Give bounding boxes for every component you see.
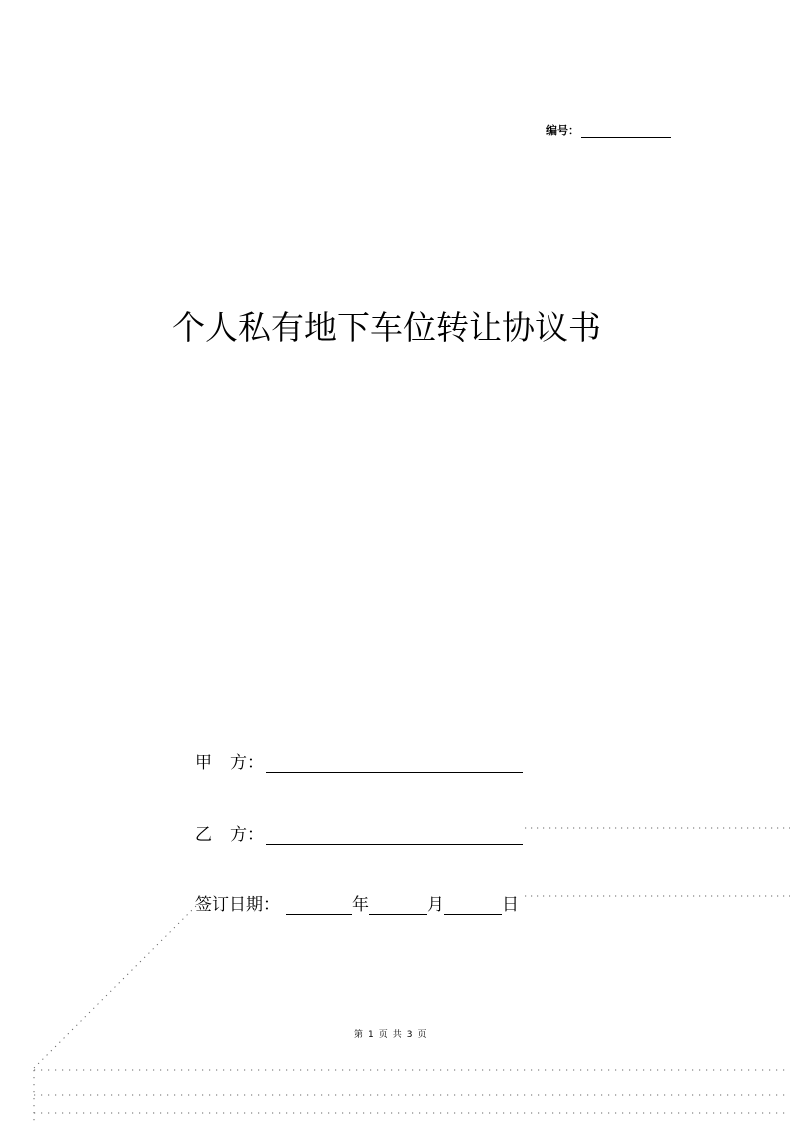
party-b-label-char2: 方：: [230, 825, 264, 845]
month-label: 月: [427, 895, 444, 915]
party-a-blank[interactable]: [266, 754, 523, 773]
document-title: 个人私有地下车位转让协议书: [172, 308, 601, 347]
serial-number-field: [546, 122, 671, 138]
party-b-blank[interactable]: [266, 826, 523, 845]
page-footer: [352, 1027, 430, 1040]
footer-page-prefix: 第: [354, 1030, 365, 1040]
party-a-field: [195, 748, 523, 773]
year-label: 年: [352, 895, 369, 915]
serial-number-blank[interactable]: [581, 126, 671, 138]
serial-number-label: 编号：: [546, 124, 579, 137]
month-blank[interactable]: [369, 896, 427, 915]
day-blank[interactable]: [444, 896, 502, 915]
footer-page-total: 3: [406, 1030, 414, 1040]
party-a-label: [195, 748, 264, 773]
guide-diagonal: [34, 906, 196, 1068]
signing-date-label: 签订日期：: [195, 895, 280, 915]
day-label: 日: [502, 895, 519, 915]
footer-total-suffix: 页: [417, 1030, 428, 1040]
party-a-label-char1: 甲: [195, 753, 212, 773]
party-a-label-char2: 方：: [230, 753, 264, 773]
footer-page-mid: 页: [378, 1030, 389, 1040]
year-blank[interactable]: [286, 896, 352, 915]
footer-page-current: 1: [368, 1030, 375, 1040]
party-b-label: [195, 820, 264, 845]
party-b-label-char1: 乙: [195, 825, 212, 845]
party-b-field: [195, 820, 523, 845]
footer-total-prefix: 共: [392, 1030, 403, 1040]
signing-date-field: [195, 890, 519, 915]
